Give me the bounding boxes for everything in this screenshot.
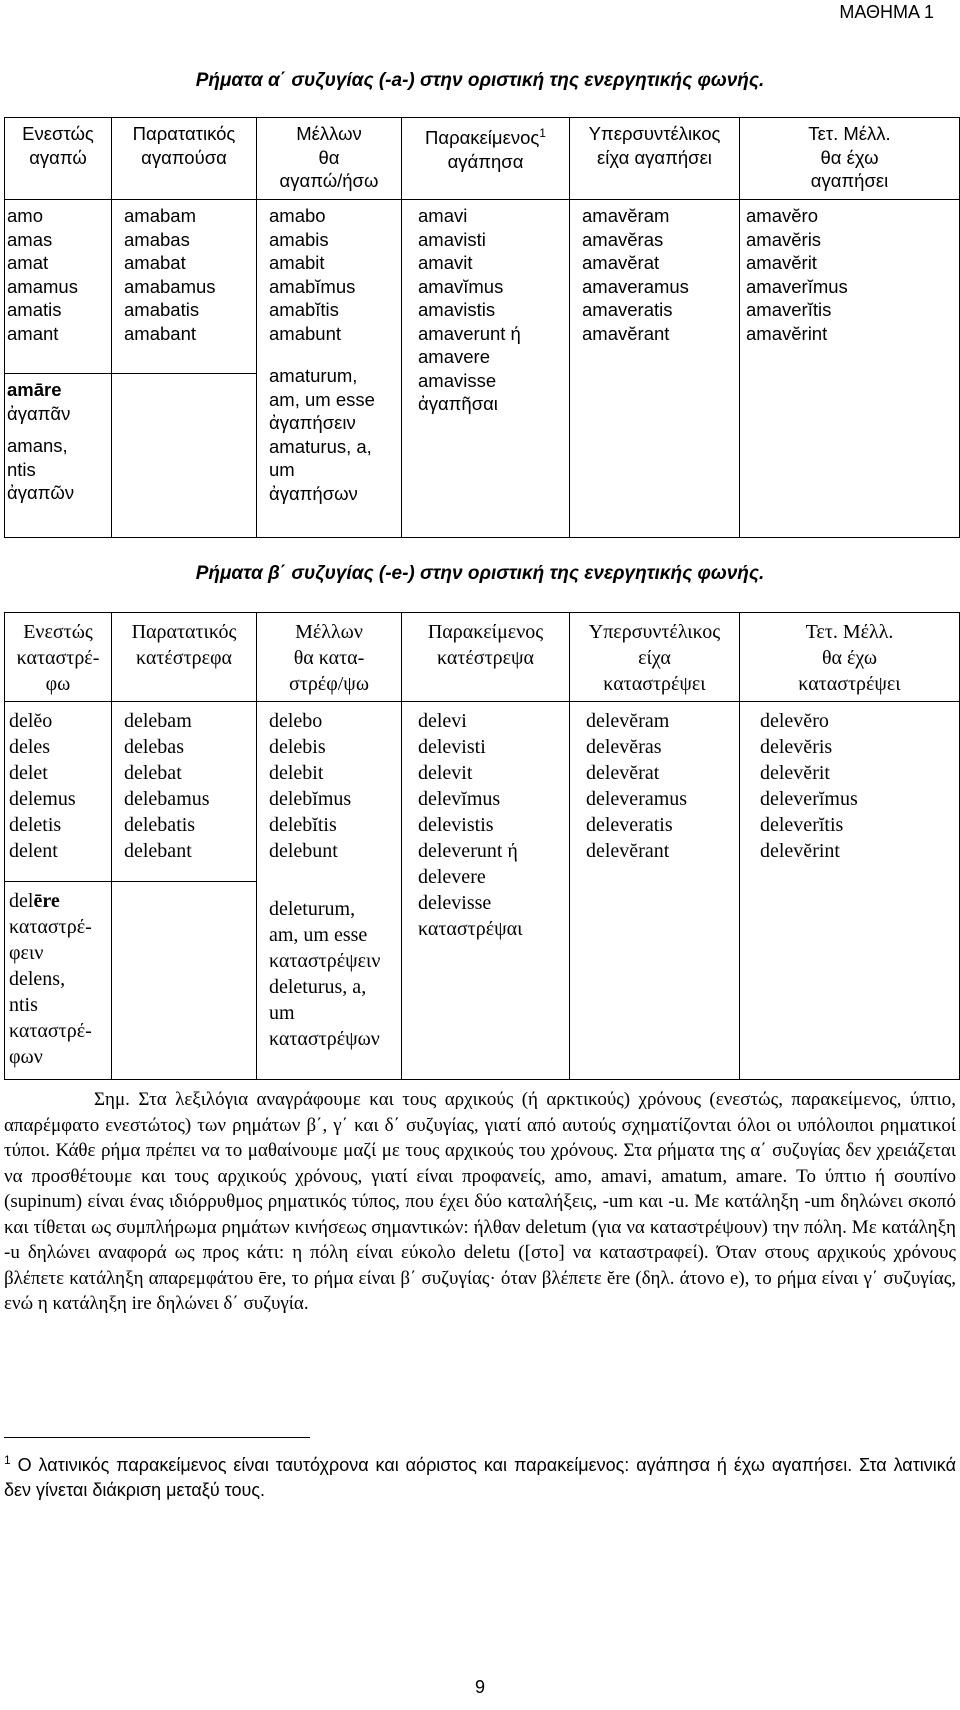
table-b-forms-row (5, 702, 960, 882)
section1-heading: Ρήματα α΄ συζυγίας (-a-) στην οριστική της ενεργητικής φωνής. (195, 70, 765, 91)
t1-present-infinitive: amāre ἀγαπᾶν amans, ntis ἀγαπῶν (5, 374, 112, 538)
t1-head-future: Μέλλων θα αγαπώ/ήσω (257, 118, 402, 200)
t1-future-forms: amabo amabis amabit amabĭmus amabĭtis amabunt amaturum, am, um esse ἀγαπήσειν amaturus, a, um ἀγαπήσων (257, 200, 402, 538)
t1-head-pluperfect: Υπερσυντέλικος είχα αγαπήσει (570, 118, 740, 200)
footnote (4, 1448, 956, 1503)
footnote-ref: 1 (539, 126, 546, 140)
t2-pluperfect-forms: delevĕram delevĕras delevĕrat deleveramus deleveratis delevĕrant (570, 702, 740, 1080)
page-number: 9 (474, 1677, 485, 1697)
t2-head-imperfect: Παρατατικός κατέστρεφα (112, 613, 257, 702)
section2-heading: Ρήματα β΄ συζυγίας (-e-) στην οριστική της ενεργητικής φωνής. (195, 563, 765, 584)
conjugation-table-a (4, 117, 960, 538)
t1-imperfect-forms: amabam amabas amabat amabamus amabatis amabant (112, 200, 257, 374)
t1-imperfect-empty (112, 374, 257, 538)
t2-future-forms: delebo delebis delebit delebĭmus delebĭtis delebunt deleturum, am, um esse καταστρέψειν deleturus, a, um καταστρέψων (257, 702, 402, 1080)
grammar-note: Σημ. Στα λεξιλόγια αναγράφουμε και τους αρχικούς (ή αρκτικούς) χρόνους (ενεστώς, παρακείμενος, ύπτιο, απαρέμφατο ενεστώτος) των ρημάτων β΄, γ΄ και δ΄ συζυγίας, γιατί από αυτούς σχηματίζονται όλοι οι υπόλοιποι ρηματικοί τύποι. Κάθε ρήμα πρέπει να το μαθαίνουμε μαζί με τους αρχικούς του χρόνους. Στα ρήματα της α΄ συζυγίας δεν χρειάζεται να προσθέτουμε και τους αρχικούς χρόνους, γιατί είναι προφανείς, amo, amavi, amatum, amare. Το ύπτιο ή σουπίνο (supinum) είναι ένας ιδιόρρυθμος ρηματικός τύπος, που έχει δύο καταλήξεις, -um και -u. Με κατάληξη -um δηλώνει σκοπό και τίθεται ως συμπλήρωμα ρημάτων κινήσεως σημαντικών: ήλθαν deletum (για να καταστρέψουν) την πόλη. Με κατάληξη -u δηλώνει αναφορά ως προς κάτι: η πόλη είναι εύκολο deletu ([στο] να καταστραφεί). Όταν στους αρχικούς χρόνους βλέπετε κατάληξη απαρεμφάτου ēre, το ρήμα είναι β΄ συζυγίας· όταν βλέπετε ĕre (δηλ. άτονο e), το ρήμα είναι γ΄ συζυγίας, ενώ η κατάληξη ire δηλώνει δ΄ συζυγία. (4, 1089, 956, 1314)
footnote-divider (4, 1437, 310, 1438)
t1-pluperfect-forms: amavĕram amavĕras amavĕrat amaveramus amaveratis amavĕrant (570, 200, 740, 538)
t2-future-perfect-forms: delevĕro delevĕris delevĕrit deleverĭmus deleverĭtis delevĕrint (740, 702, 960, 1080)
t1-future-perfect-forms: amavĕro amavĕris amavĕrit amaverĭmus amaverĭtis amavĕrint (740, 200, 960, 538)
footnote-text: Ο λατινικός παρακείμενος είναι ταυτόχρονα και αόριστος και παρακείμενος: αγάπησα ή έχω αγαπήσει. Στα λατινικά δεν γίνεται διάκριση μεταξύ τους. (4, 1455, 956, 1500)
table-b-header-row (5, 613, 960, 702)
t1-head-imperfect: Παρατατικός αγαπούσα (112, 118, 257, 200)
t1-head-present: Ενεστώς αγαπώ (5, 118, 112, 200)
t2-imperfect-empty (112, 882, 257, 1080)
table-a-forms-row (5, 200, 960, 374)
table-a-header-row (5, 118, 960, 200)
conjugation-table-b (4, 612, 960, 1080)
t2-head-future-perfect: Τετ. Μέλλ. θα έχω καταστρέψει (740, 613, 960, 702)
t2-head-perfect: Παρακείμενος κατέστρεψα (402, 613, 570, 702)
t2-perfect-forms: delevi delevisti delevit delevĭmus delevistis deleverunt ή delevere delevisse καταστρέψαι (402, 702, 570, 1080)
footnote-marker: 1 (4, 1453, 11, 1467)
t1-head-future-perfect: Τετ. Μέλλ. θα έχω αγαπήσει (740, 118, 960, 200)
t1-head-perfect: Παρακείμενος$^1$ αγάπησα (402, 118, 570, 200)
t2-imperfect-forms: delebam delebas delebat delebamus delebatis delebant (112, 702, 257, 882)
t1-perfect-forms: amavi amavisti amavit amavĭmus amavistis amaverunt ή amavere amavisse ἀγαπῆσαι (402, 200, 570, 538)
t2-head-present: Ενεστώς καταστρέ- φω (5, 613, 112, 702)
lesson-title: ΜΑΘΗΜΑ 1 (839, 2, 934, 22)
t2-head-pluperfect: Υπερσυντέλικος είχα καταστρέψει (570, 613, 740, 702)
t2-present-infinitive: delēre καταστρέ- φειν delens, ntis καταστρέ- φων (5, 882, 112, 1080)
t2-present-forms: delĕo deles delet delemus deletis delent (5, 702, 112, 882)
t1-present-forms: amo amas amat amamus amatis amant (5, 200, 112, 374)
t2-head-future: Μέλλων θα κατα- στρέφ/ψω (257, 613, 402, 702)
page-header (0, 2, 960, 26)
